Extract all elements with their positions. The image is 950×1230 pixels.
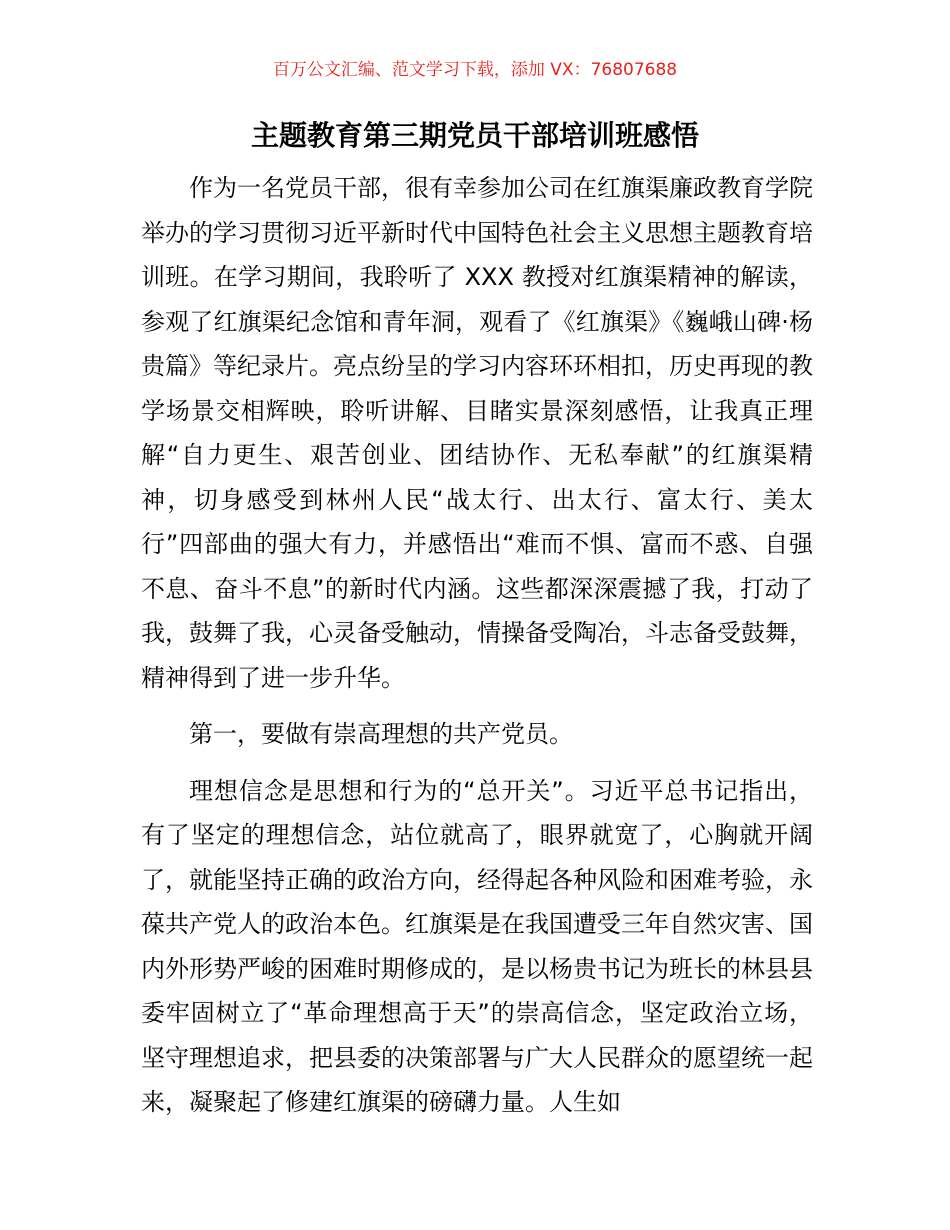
paragraph-section-heading-1: 第一，要做有崇高理想的共产党员。 <box>189 720 573 748</box>
paragraph-intro: 作为一名党员干部，很有幸参加公司在红旗渠廉政教育学院举办的学习贯彻习近平新时代中国特色社会主义思想主题教育培训班。在学习期间，我聆听了 XXX 教授对红旗渠精神的解读，参观了红旗渠纪念馆和青年洞，观看了《红旗渠》《巍峨山碑·杨贵篇》等纪录片。亮点纷呈的学习内容环环相扣，历史再现的教学场景交相辉映，聆听讲解、目睹实景深刻感悟，让我真正理解“自力更生、艰苦创业、团结协作、无私奉献”的红旗渠精神，切身感受到林州人民“战太行、出太行、富太行、美太行”四部曲的强大有力，并感悟出“难而不惧、富而不惑、自强不息、奋斗不息”的新时代内涵。这些都深深震撼了我，打动了我，鼓舞了我，心灵备受触动，情操备受陶冶，斗志备受鼓舞，精神得到了进一步升华。 <box>141 174 813 692</box>
document-body <box>141 166 813 1137</box>
document-title: 主题教育第三期党员干部培训班感悟 <box>250 119 699 152</box>
header-watermark-note: 百万公文汇编、范文学习下载，添加 VX：76807688 <box>272 60 678 80</box>
paragraph-ideals: 理想信念是思想和行为的“总开关”。习近平总书记指出，有了坚定的理想信念，站位就高了，眼界就宽了，心胸就开阔了，就能坚持正确的政治方向，经得起各种风险和困难考验，永葆共产党人的政治本色。红旗渠是在我国遭受三年自然灾害、国内外形势严峻的困难时期修成的，是以杨贵书记为班长的林县县委牢固树立了“革命理想高于天”的崇高信念，坚定政治立场，坚守理想追求，把县委的决策部署与广大人民群众的愿望统一起来，凝聚起了修建红旗渠的磅礴力量。人生如 <box>141 776 813 1116</box>
